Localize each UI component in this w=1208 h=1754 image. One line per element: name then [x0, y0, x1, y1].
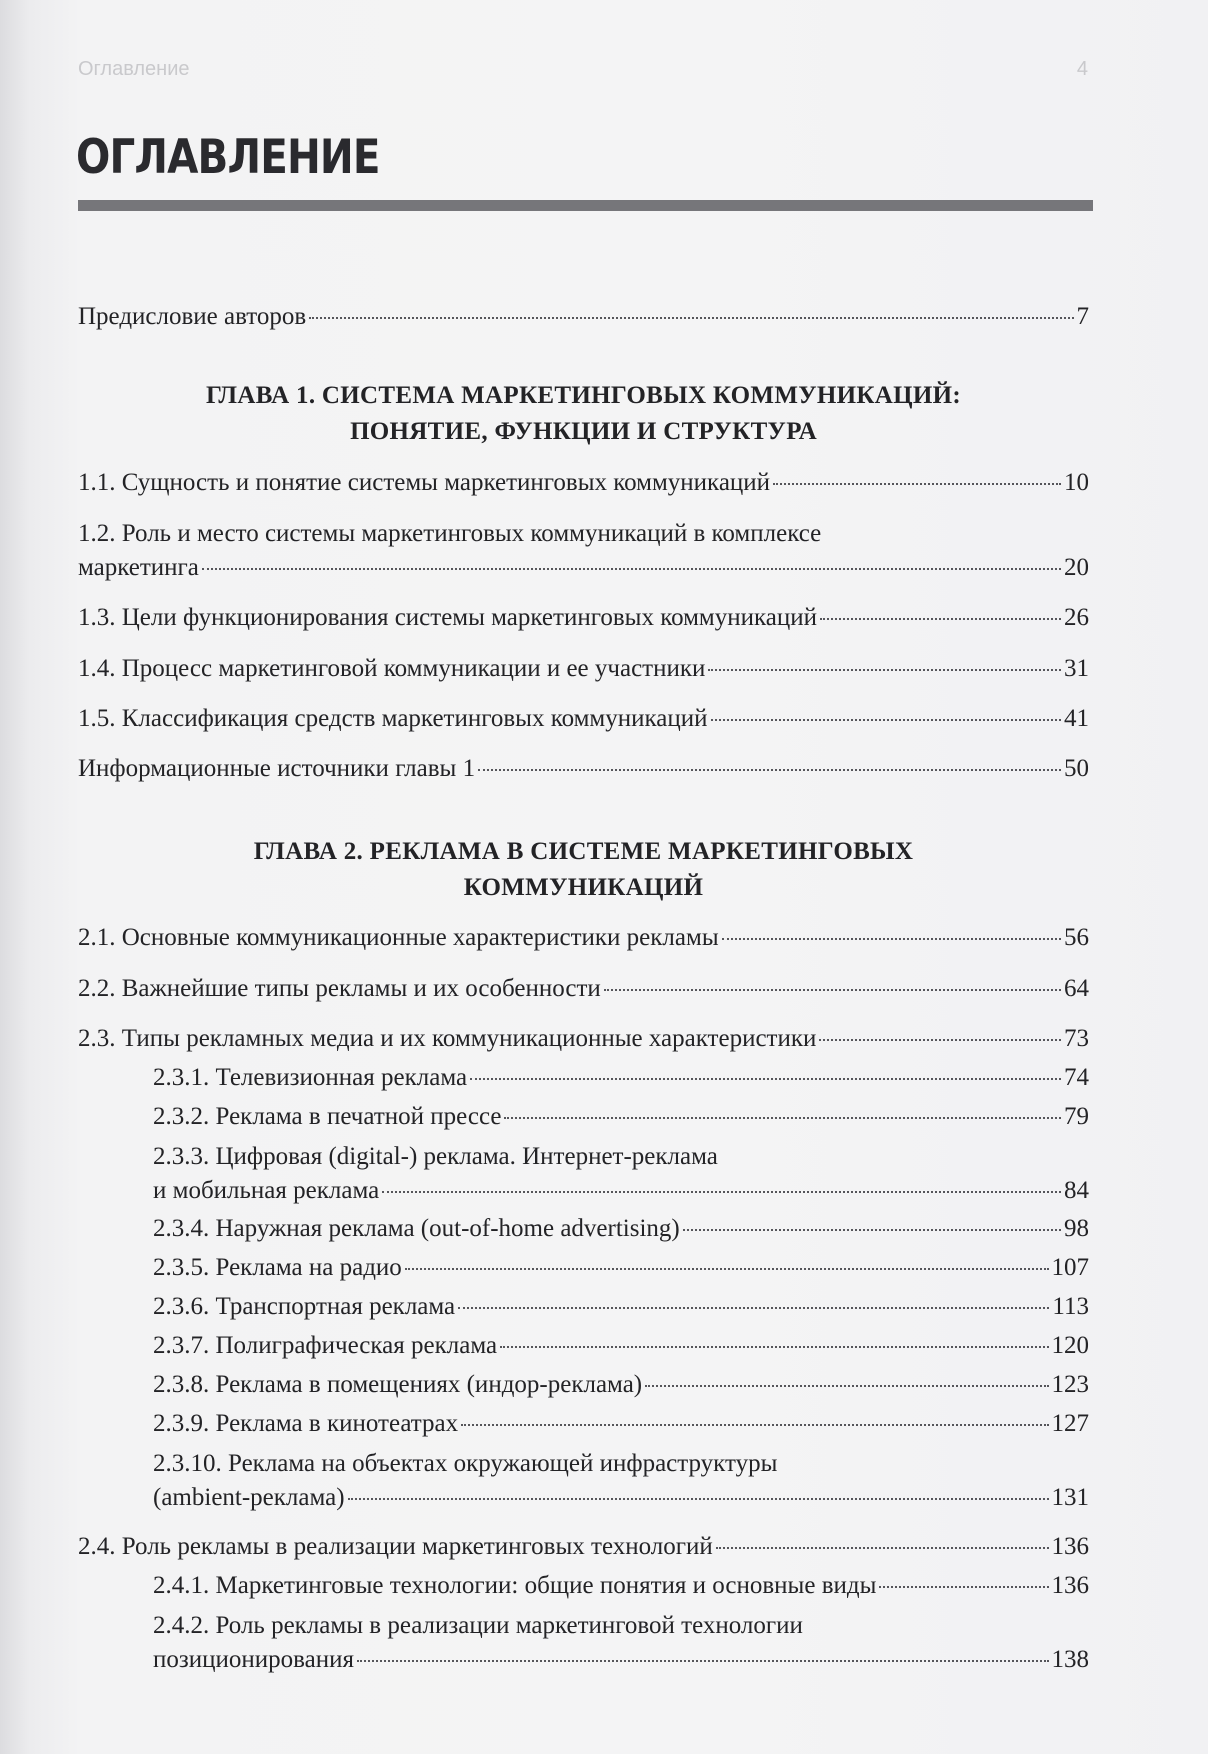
toc-entry-text: 2.2. Важнейшие типы рекламы и их особенности: [78, 975, 601, 1002]
toc-entry-1-1[interactable]: [78, 466, 1089, 500]
toc-entry-2-1[interactable]: [78, 921, 1089, 955]
toc-entry-2-3-10[interactable]: [153, 1447, 1089, 1515]
dot-leader: [357, 1660, 1049, 1662]
toc-entry-text: 2.3.7. Полиграфическая реклама: [153, 1332, 498, 1359]
toc-entry-2-3-5[interactable]: [153, 1251, 1089, 1285]
toc-entry-page: 74: [1064, 1064, 1089, 1091]
dot-leader: [405, 1268, 1049, 1270]
toc-entry-2-4-1[interactable]: [153, 1569, 1089, 1603]
toc-entry-2-3[interactable]: [78, 1022, 1089, 1056]
toc-entry-text: 1.5. Классификация средств маркетинговых коммуникаций: [78, 705, 708, 732]
dot-leader: [478, 769, 1061, 771]
toc-entry-page: 10: [1064, 469, 1089, 496]
title-rule: [78, 200, 1093, 211]
toc-entry-text: 2.3.1. Телевизионная реклама: [153, 1064, 468, 1091]
toc-entry-text: 2.4.1. Маркетинговые технологии: общие понятия и основные виды: [153, 1572, 877, 1599]
dot-leader: [202, 568, 1061, 570]
toc-entry-text: (ambient-реклама): [153, 1484, 345, 1511]
toc-entry-text: 2.3.8. Реклама в помещениях (индор-реклама): [153, 1371, 643, 1398]
dot-leader: [461, 1424, 1048, 1426]
toc-entry-page: 20: [1064, 554, 1089, 581]
running-head-title: Оглавление: [78, 58, 190, 80]
dot-leader: [645, 1385, 1048, 1387]
toc-entry-page: 31: [1064, 655, 1089, 682]
toc-entry-page: 136: [1051, 1572, 1089, 1599]
toc-entry-2-3-8[interactable]: [153, 1368, 1089, 1402]
toc-entry-text-line1: 2.3.3. Цифровая (digital-) реклама. Интернет-реклама: [153, 1143, 718, 1170]
chapter-heading-line: КОММУНИКАЦИЙ: [463, 874, 704, 901]
dot-leader: [819, 1039, 1061, 1041]
toc-entry-page: 127: [1051, 1410, 1089, 1437]
toc-entry-text: Предисловие авторов: [78, 303, 307, 330]
toc-entry-page: 84: [1064, 1177, 1089, 1204]
toc-entry-text-line1: 2.4.2. Роль рекламы в реализации маркетинговой технологии: [153, 1612, 803, 1639]
running-head: [78, 58, 1088, 81]
toc-entry-text: 2.3.6. Транспортная реклама: [153, 1293, 456, 1320]
chapter-heading-line: ГЛАВА 1. СИСТЕМА МАРКЕТИНГОВЫХ КОММУНИКАЦИЙ:: [206, 382, 961, 409]
toc-entry-2-3-2[interactable]: [153, 1100, 1089, 1134]
toc-entry-1-3[interactable]: [78, 601, 1089, 635]
dot-leader: [309, 317, 1073, 319]
running-head-page: 4: [1076, 58, 1088, 80]
toc-entry-text: маркетинга: [78, 554, 199, 581]
chapter-heading-line: ГЛАВА 2. РЕКЛАМА В СИСТЕМЕ МАРКЕТИНГОВЫХ: [253, 838, 914, 865]
toc-entry-2-3-3[interactable]: [153, 1140, 1089, 1208]
toc-entry-text: 2.3. Типы рекламных медиа и их коммуникационные характеристики: [78, 1025, 817, 1052]
chapter-1-heading: [78, 378, 1089, 450]
toc-entry-2-4-2[interactable]: [153, 1609, 1089, 1677]
toc-entry-sources-1[interactable]: [78, 752, 1089, 786]
toc-entry-page: 131: [1051, 1484, 1089, 1511]
dot-leader: [348, 1498, 1049, 1500]
toc-entry-2-3-6[interactable]: [153, 1290, 1089, 1324]
toc-entry-2-3-9[interactable]: [153, 1407, 1089, 1441]
toc-entry-page: 123: [1051, 1371, 1089, 1398]
dot-leader: [708, 669, 1061, 671]
dot-leader: [604, 989, 1061, 991]
dot-leader: [500, 1346, 1048, 1348]
toc-entry-2-3-4[interactable]: [153, 1212, 1089, 1246]
toc-entry-text: и мобильная реклама: [153, 1177, 380, 1204]
toc-entry-2-3-1[interactable]: [153, 1061, 1089, 1095]
chapter-heading-line: ПОНЯТИЕ, ФУНКЦИИ И СТРУКТУРА: [350, 418, 817, 445]
toc-entry-page: 56: [1064, 924, 1089, 951]
dot-leader: [879, 1586, 1048, 1588]
dot-leader: [773, 483, 1061, 485]
toc-entry-1-2[interactable]: [78, 517, 1089, 585]
dot-leader: [711, 719, 1061, 721]
toc-entry-1-5[interactable]: [78, 702, 1089, 736]
toc-entry-text: 1.4. Процесс маркетинговой коммуникации и ее участники: [78, 655, 706, 682]
toc-entry-page: 79: [1064, 1103, 1089, 1130]
toc-entry-page: 98: [1064, 1215, 1089, 1242]
toc-entry-page: 41: [1064, 705, 1089, 732]
dot-leader: [382, 1191, 1061, 1193]
dot-leader: [504, 1117, 1061, 1119]
toc-entry-page: 120: [1051, 1332, 1089, 1359]
chapter-2-heading: [78, 834, 1089, 906]
toc-entry-text: 2.3.4. Наружная реклама (out-of-home advertising): [153, 1215, 680, 1242]
toc-entry-page: 7: [1076, 303, 1089, 330]
toc-entry-text-line1: 2.3.10. Реклама на объектах окружающей инфраструктуры: [153, 1450, 778, 1477]
toc-entry-2-4[interactable]: [78, 1530, 1089, 1564]
dot-leader: [470, 1078, 1061, 1080]
toc-entry-1-4[interactable]: [78, 652, 1089, 686]
toc-entry-text: 1.1. Сущность и понятие системы маркетинговых коммуникаций: [78, 469, 771, 496]
dot-leader: [722, 938, 1061, 940]
toc-entry-text: 2.3.9. Реклама в кинотеатрах: [153, 1410, 459, 1437]
toc-entry-page: 26: [1064, 604, 1089, 631]
toc-entry-page: 136: [1051, 1533, 1089, 1560]
toc-entry-page: 50: [1064, 755, 1089, 782]
toc-entry-page: 107: [1051, 1254, 1089, 1281]
toc-entry-text-line1: 1.2. Роль и место системы маркетинговых коммуникаций в комплексе: [78, 520, 822, 547]
toc-entry-page: 113: [1052, 1293, 1089, 1320]
toc-entry-text: 2.1. Основные коммуникационные характеристики рекламы: [78, 924, 719, 951]
toc-entry-page: 73: [1064, 1025, 1089, 1052]
toc-entry-2-3-7[interactable]: [153, 1329, 1089, 1363]
toc-entry-preface[interactable]: [78, 300, 1089, 334]
dot-leader: [820, 618, 1061, 620]
page-title: ОГЛАВЛЕНИЕ: [76, 130, 380, 185]
toc-entry-2-2[interactable]: [78, 972, 1089, 1006]
toc-entry-text: 2.4. Роль рекламы в реализации маркетинговых технологий: [78, 1533, 713, 1560]
toc-entry-text: позиционирования: [153, 1646, 354, 1673]
toc-entry-text: 2.3.5. Реклама на радио: [153, 1254, 402, 1281]
dot-leader: [683, 1229, 1061, 1231]
toc-entry-text: 1.3. Цели функционирования системы маркетинговых коммуникаций: [78, 604, 817, 631]
dot-leader: [716, 1547, 1049, 1549]
toc-entry-page: 138: [1051, 1646, 1089, 1673]
dot-leader: [458, 1307, 1049, 1309]
toc-entry-page: 64: [1064, 975, 1089, 1002]
toc-entry-text: Информационные источники главы 1: [78, 755, 476, 782]
toc-entry-text: 2.3.2. Реклама в печатной прессе: [153, 1103, 502, 1130]
